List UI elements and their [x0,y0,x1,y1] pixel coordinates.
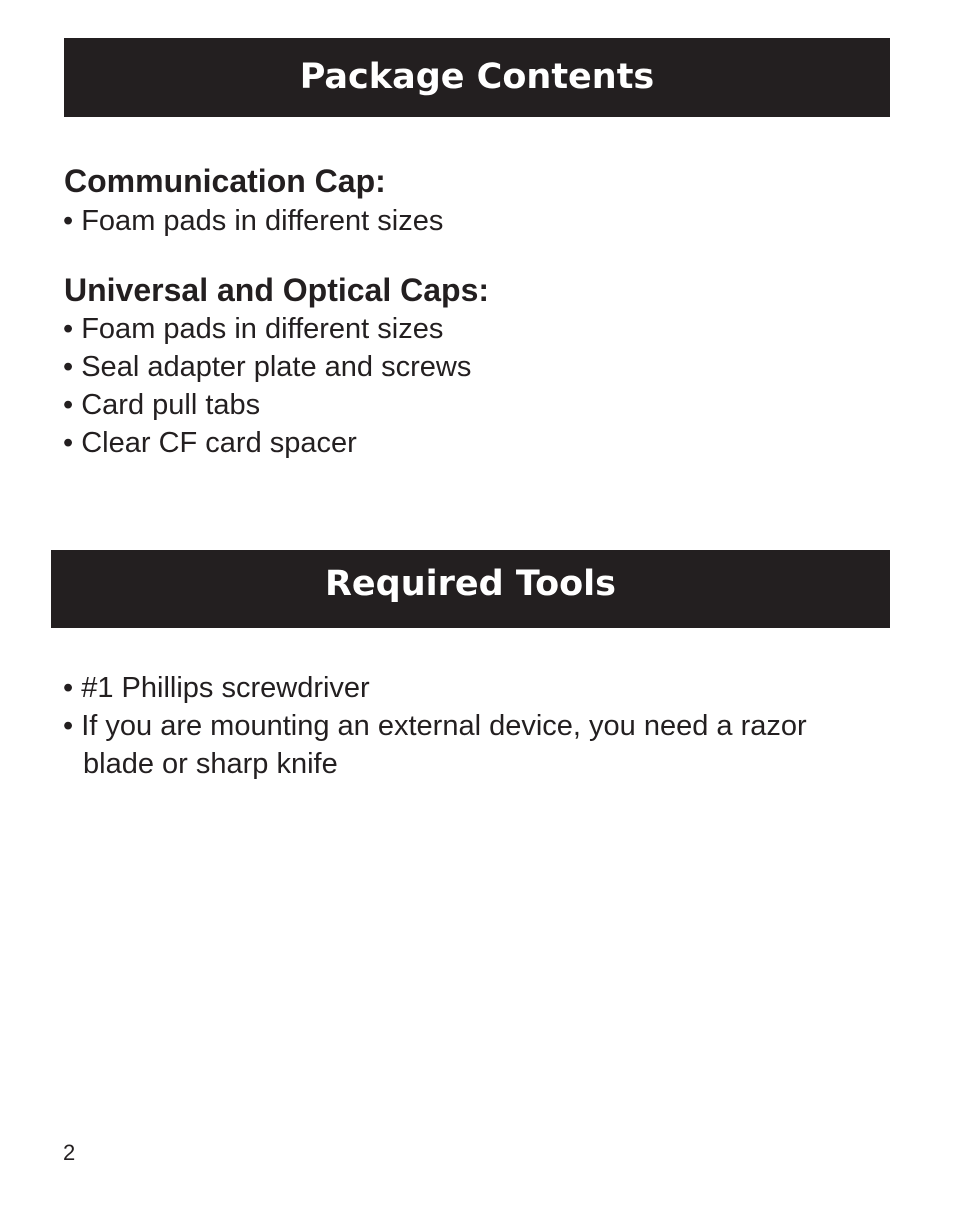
list-item: • Card pull tabs [63,386,471,424]
list-item: • If you are mounting an external device, you need a razor blade or sharp knife [63,707,843,783]
page-number: 2 [63,1140,76,1165]
package-contents-title: Package Contents [299,57,655,97]
list-item: • Foam pads in different sizes [63,310,471,348]
required-tools-list [63,669,843,783]
communication-cap-list [63,202,443,240]
required-tools-banner [51,550,890,628]
list-item: • Seal adapter plate and screws [63,348,471,386]
required-tools-title: Required Tools [324,564,617,604]
universal-optical-caps-heading: Universal and Optical Caps: [64,272,490,308]
list-item: • Clear CF card spacer [63,424,471,462]
list-item: • #1 Phillips screwdriver [63,669,843,707]
communication-cap-heading: Communication Cap: [64,163,386,199]
package-contents-banner [64,38,890,117]
universal-optical-caps-list [63,310,471,462]
list-item: • Foam pads in different sizes [63,202,443,240]
